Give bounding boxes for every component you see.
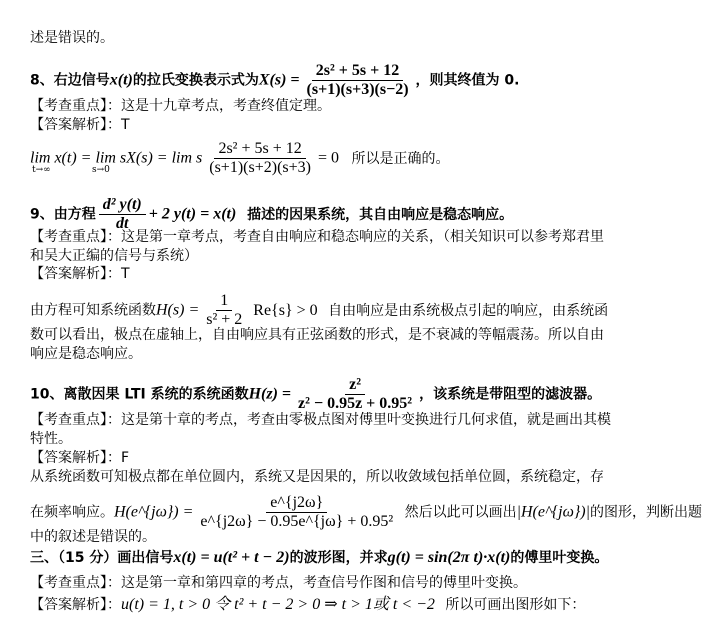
q3-product-equation: g(t) = sin(2π t)·x(t) (387, 549, 511, 566)
limit-result: = 0 (317, 149, 339, 167)
q10-denominator: z² − 0.95z + 0.95² (298, 395, 413, 412)
answer-label-3: 【答案解析】： (30, 597, 121, 613)
limit-subscript-t: t→∞ (32, 165, 51, 175)
magnitude-expression: |H(e^{jω})| (516, 503, 590, 521)
q10-text-a: 10、离散因果 LTI 系统的系统函数 (30, 386, 249, 403)
answer-3-equation: u(t) = 1, t > 0 令 t² + t − 2 > 0 ⇒ t > 1或 t < −2 (121, 596, 435, 613)
answer-10-text-a: 在频率响应。 (30, 504, 114, 521)
key-point-10-cont: 特性。 (30, 431, 72, 447)
limit-numerator: 2s² + 5s + 12 (214, 140, 305, 159)
answer-10-text-b: 然后以此可以画出 (404, 504, 517, 521)
system-function: H(s) = (156, 301, 200, 319)
sf-denominator: s² + 2 (206, 311, 243, 328)
key-point-10: 【考查重点】：这是第十章的考点，考查由零极点图对傅里叶变换进行几何求值，就是画出其模 (30, 412, 611, 428)
q10-fraction (294, 376, 416, 413)
q8-text-b: 的拉氏变换表示式为 (132, 72, 259, 89)
answer-10-text-c: 的图形，判断出题 (590, 504, 702, 521)
answer-9-line (30, 292, 608, 329)
roc-condition: Re{s} > 0 (253, 301, 318, 319)
key-point-3: 【考查重点】：这是第一章和第四章的考点，考查信号作图和信号的傅里叶变换。 (30, 575, 527, 591)
answer-9-line-2: 数可以看出，极点在虚轴上，自由响应具有正弦函数的形式，是不衰减的等幅震荡。所以自由 (30, 327, 604, 343)
answer-3-conclusion: 所以可画出图形如下： (445, 597, 586, 613)
answer-10-line-2 (30, 494, 702, 531)
q8-text-a: 8、右边信号 (30, 72, 110, 89)
q8-denominator: (s+1)(s+3)(s−2) (306, 81, 409, 98)
answer-label-8: 【答案解析】：T (30, 117, 130, 133)
q3-text-b: 的波形图，并求 (289, 550, 388, 566)
answer-10-line-3: 中的叙述是错误的。 (30, 529, 156, 545)
answer-9-text-a: 由方程可知系统函数 (30, 302, 156, 319)
q10-system-function: H(z) = (248, 385, 292, 403)
q8-fraction (303, 62, 413, 99)
key-point-9-cont: 和吴大正编的信号与系统） (30, 248, 198, 264)
q9-text-a: 9、由方程 (30, 206, 96, 223)
question-3 (30, 548, 608, 568)
fr-numerator: e^{j2ω} (266, 494, 327, 513)
q3-signal-equation: x(t) = u(t² + t − 2) (173, 549, 290, 566)
freq-response: H(e^{jω}) = (114, 503, 194, 521)
limit-fraction (205, 140, 315, 177)
q8-signal: x(t) (109, 71, 133, 89)
answer-9-text-c: 自由响应是由系统极点引起的响应，由系统函 (328, 302, 609, 319)
freq-response-fraction (196, 494, 397, 531)
answer-10-line-1: 从系统函数可知极点都在单位圆内，系统又是因果的，所以收敛域包括单位圆，系统稳定，存 (30, 469, 604, 485)
q8-numerator: 2s² + 5s + 12 (312, 62, 403, 81)
question-10 (30, 376, 601, 413)
sf-numerator: 1 (216, 292, 232, 311)
limit-expression: lim x(t) = lim sX(s) = lim s (30, 149, 203, 167)
key-point-9: 【考查重点】：这是第一章考点，考查自由响应和稳态响应的关系，（相关知识可以参考郑君里 (30, 229, 604, 245)
answer-label-9: 【答案解析】：T (30, 266, 130, 282)
q9-denominator: dt (116, 215, 129, 232)
q9-equation: + 2 y(t) = x(t) (148, 205, 237, 223)
q10-text-b: ，该系统是带阻型的滤波器。 (419, 386, 602, 403)
answer-9-line-3: 响应是稳态响应。 (30, 346, 142, 362)
fr-denominator: e^{j2ω} − 0.95e^{jω} + 0.95² (200, 513, 394, 530)
question-8 (30, 62, 519, 99)
answer-8-conclusion: 所以是正确的。 (351, 150, 450, 167)
key-point-8: 【考查重点】：这是十九章考点，考查终值定理。 (30, 98, 331, 114)
q10-numerator: z² (345, 376, 365, 395)
q3-text-a: 三、（15 分）画出信号 (30, 550, 174, 566)
answer-8-equation (30, 140, 449, 177)
limit-subscript-s: s→0 (92, 165, 110, 175)
q9-numerator: d² y(t) (99, 196, 146, 215)
q8-text-c: ，则其终值为 0. (415, 72, 520, 89)
q8-lhs: X(s) = (258, 71, 300, 89)
limit-denominator: (s+1)(s+2)(s+3) (209, 159, 311, 176)
answer-3-line (30, 595, 585, 615)
answer-label-10: 【答案解析】：F (30, 450, 130, 466)
q9-text-c: 描述的因果系统，其自由响应是稳态响应。 (247, 206, 514, 223)
system-function-fraction (202, 292, 246, 329)
text-line: 述是错误的。 (30, 30, 114, 46)
q3-text-c: 的傅里叶变换。 (510, 550, 609, 566)
